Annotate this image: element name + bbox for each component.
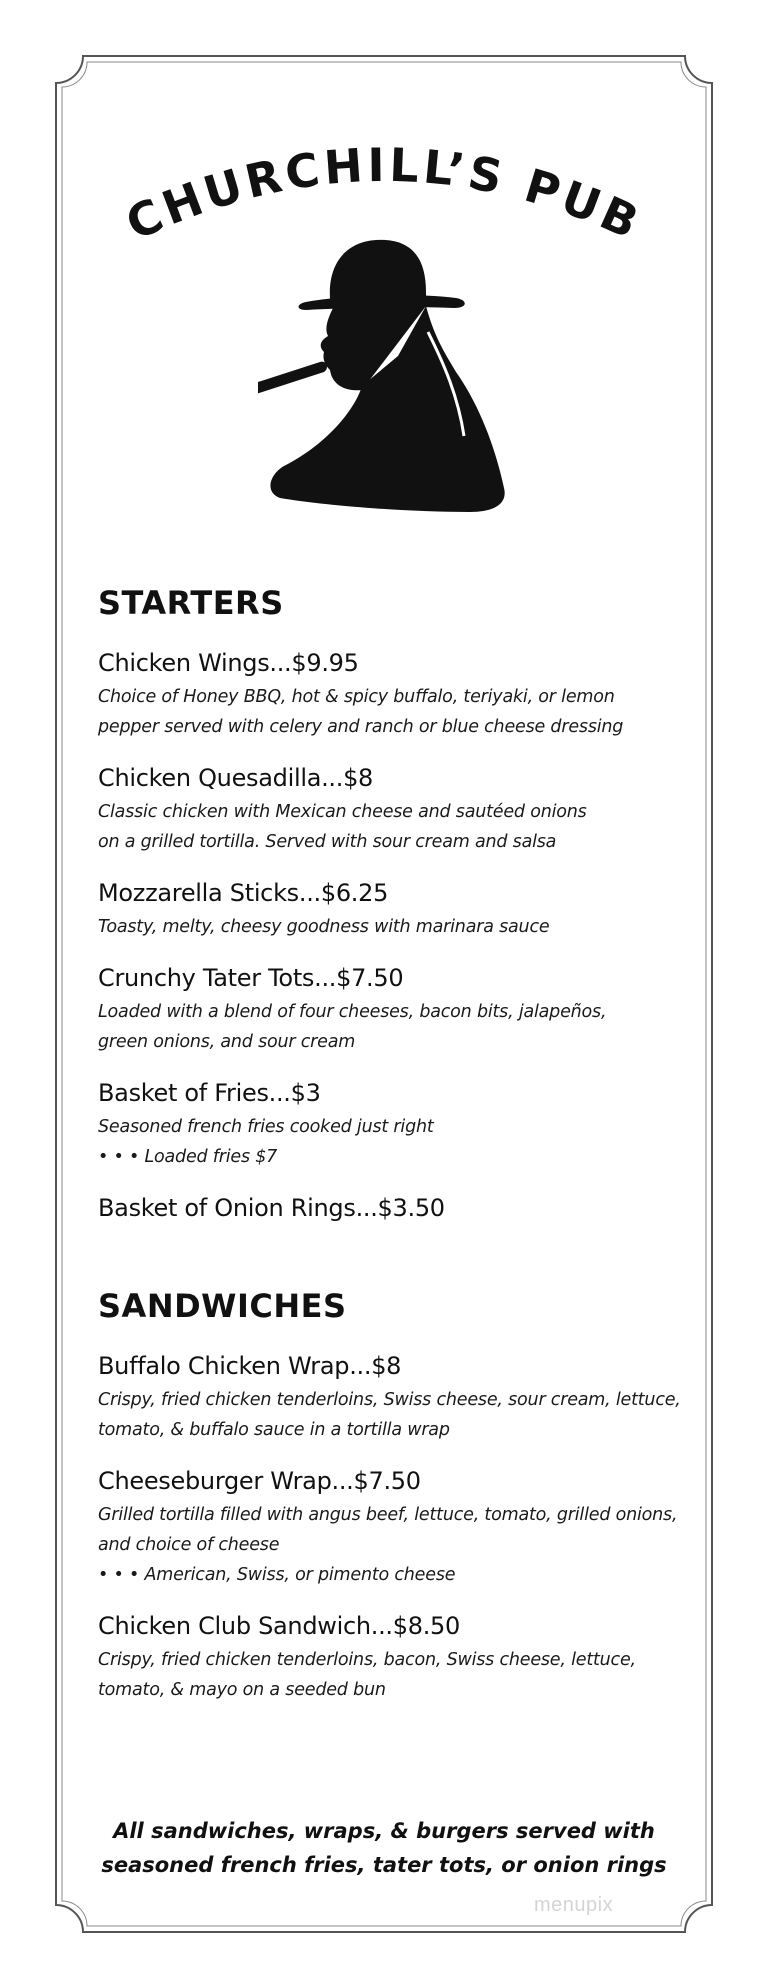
item-name: Chicken Wings...$9.95	[98, 649, 359, 678]
item-desc-line: Loaded with a blend of four cheeses, bacon bits, jalapeños,	[98, 1001, 607, 1022]
section-sandwiches	[98, 1286, 698, 1705]
menu-content	[98, 586, 698, 1727]
item-name: Buffalo Chicken Wrap...$8	[98, 1352, 402, 1380]
item-desc-line: Crispy, fried chicken tenderloins, Swiss cheese, sour cream, lettuce,	[98, 1389, 681, 1410]
item-desc-line: • • • American, Swiss, or pimento cheese	[98, 1564, 456, 1585]
item-desc-line: Crispy, fried chicken tenderloins, bacon, Swiss cheese, lettuce,	[98, 1649, 636, 1670]
item-desc-line: and choice of cheese	[98, 1534, 280, 1555]
menu-item	[98, 1612, 698, 1705]
svg-text:CHURCHILL’S PUB	[118, 138, 650, 251]
item-description	[98, 1385, 698, 1445]
item-description	[98, 797, 698, 857]
sides-note-line: seasoned french fries, tater tots, or onion rings	[101, 1852, 667, 1877]
item-description	[98, 912, 698, 942]
item-description	[98, 997, 698, 1057]
item-description	[98, 1112, 698, 1172]
item-desc-line: Seasoned french fries cooked just right	[98, 1116, 434, 1137]
menu-item	[98, 1079, 698, 1172]
menu-item	[98, 1352, 698, 1445]
item-desc-line: green onions, and sour cream	[98, 1031, 356, 1052]
menu-item	[98, 764, 698, 857]
item-name: Cheeseburger Wrap...$7.50	[98, 1466, 421, 1495]
pub-title-text: CHURCHILL’S PUB	[118, 137, 650, 251]
item-name: Chicken Quesadilla...$8	[98, 764, 374, 793]
item-desc-line: pepper served with celery and ranch or blue cheese dressing	[98, 717, 624, 738]
sides-note	[60, 1815, 708, 1882]
item-description	[98, 1500, 698, 1590]
watermark: menupix	[534, 1894, 614, 1916]
item-name: Basket of Fries...$3	[98, 1079, 321, 1108]
sides-note-line: All sandwiches, wraps, & burgers served with	[113, 1819, 655, 1843]
section-starters	[98, 586, 698, 1223]
menu-item	[98, 879, 698, 942]
menu-item	[98, 649, 698, 742]
item-desc-line: tomato, & buffalo sauce in a tortilla wrap	[98, 1419, 450, 1440]
item-desc-line: tomato, & mayo on a seeded bun	[98, 1679, 386, 1700]
item-desc-line: Toasty, melty, cheesy goodness with marinara sauce	[98, 916, 550, 937]
item-description	[98, 682, 698, 742]
item-desc-line: on a grilled tortilla. Served with sour cream and salsa	[98, 832, 557, 853]
item-desc-line: Grilled tortilla filled with angus beef, lettuce, tomato, grilled onions,	[98, 1504, 678, 1525]
menu-item	[98, 964, 698, 1057]
item-description	[98, 1645, 698, 1705]
menu-item	[98, 1467, 698, 1590]
item-desc-line: Classic chicken with Mexican cheese and sautéed onions	[98, 801, 587, 822]
item-name: Chicken Club Sandwich...$8.50	[98, 1612, 460, 1641]
item-desc-line: Choice of Honey BBQ, hot & spicy buffalo, teriyaki, or lemon	[98, 686, 615, 707]
menu-item	[98, 1194, 698, 1223]
section-title: STARTERS	[98, 584, 284, 622]
item-name: Basket of Onion Rings...$3.50	[98, 1194, 445, 1223]
item-name: Crunchy Tater Tots...$7.50	[98, 964, 404, 993]
section-title: SANDWICHES	[98, 1286, 347, 1325]
item-name: Mozzarella Sticks...$6.25	[98, 879, 389, 908]
item-desc-line: • • • Loaded fries $7	[98, 1146, 278, 1167]
churchill-silhouette-icon	[258, 236, 524, 516]
